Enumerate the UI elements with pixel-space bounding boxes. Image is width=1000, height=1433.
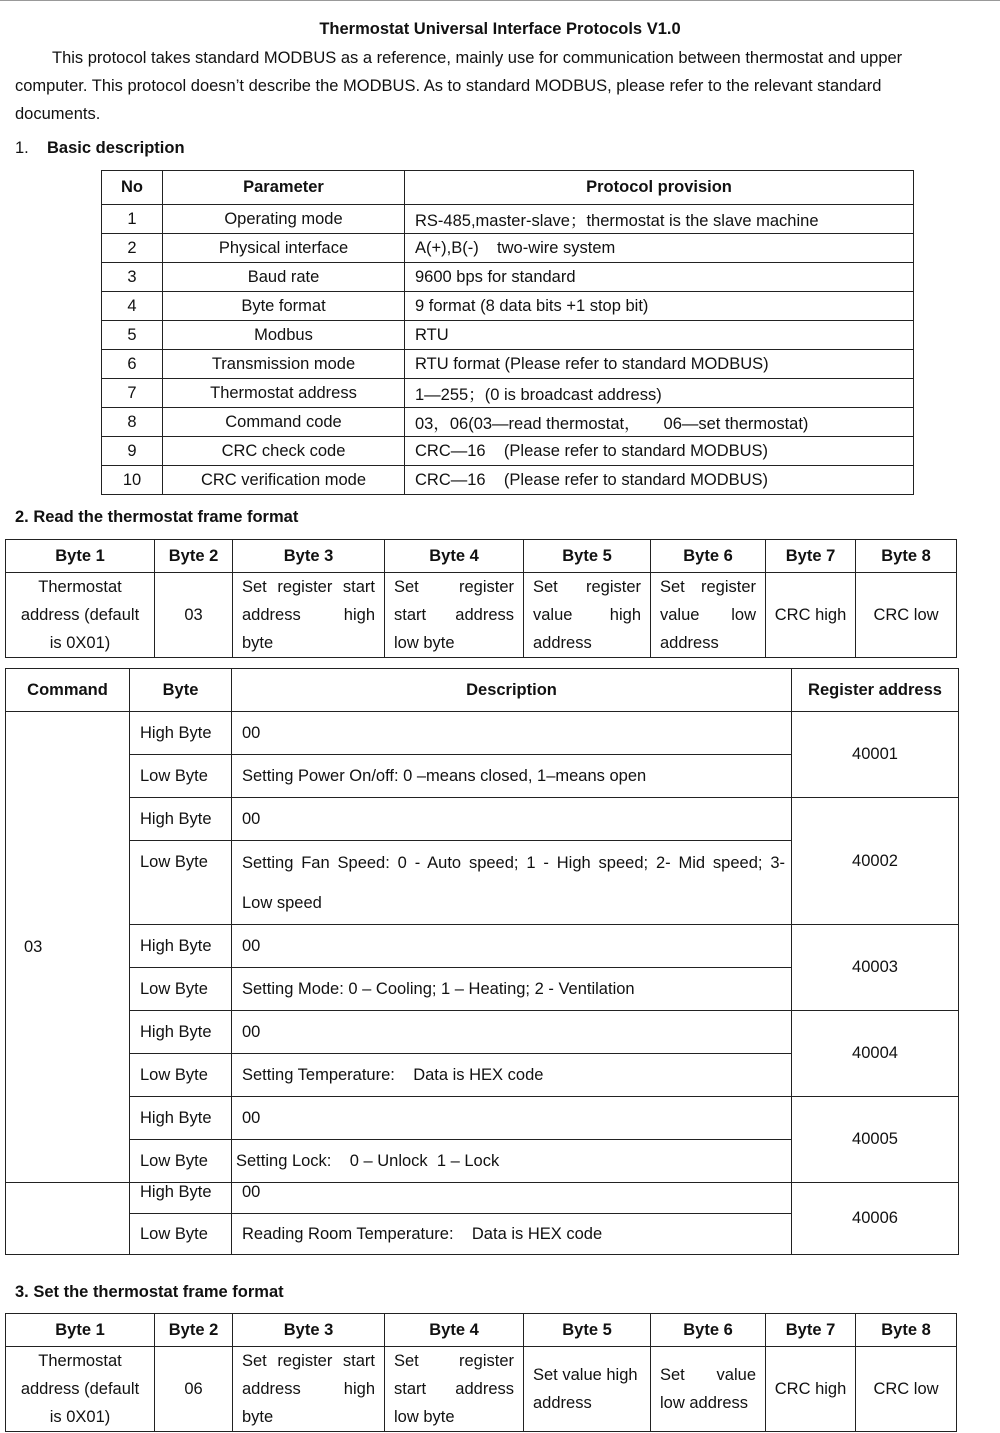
row-provision: RTU — [405, 321, 914, 350]
header-byte-5: Byte 5 — [524, 1314, 651, 1347]
header-byte-2: Byte 2 — [155, 1314, 233, 1347]
header-no: No — [102, 171, 163, 205]
byte-2-cell: 06 — [155, 1347, 233, 1432]
row-provision: 9600 bps for standard — [405, 263, 914, 292]
header-byte-6: Byte 6 — [651, 540, 766, 573]
byte-4-line: Set register — [394, 578, 514, 596]
row-no: 9 — [102, 437, 163, 466]
row-no: 5 — [102, 321, 163, 350]
intro-paragraph — [15, 44, 975, 128]
byte-7-cell: CRC high — [766, 573, 856, 658]
byte-8-cell: CRC low — [856, 573, 957, 658]
row-provision: RTU format (Please refer to standard MODBUS) — [405, 350, 914, 379]
byte-3-line: address high — [242, 606, 375, 624]
byte-1-line: address (default — [20, 606, 140, 624]
section-1-number: 1. — [15, 139, 29, 157]
row-provision: A(+),B(-) two-wire system — [405, 234, 914, 263]
description-cell: Setting Mode: 0 – Cooling; 1 – Heating; 2 - Ventilation — [232, 968, 792, 1011]
set-frame-table — [5, 1313, 957, 1432]
header-byte-1: Byte 1 — [6, 540, 155, 573]
row-provision: 03，06(03—read thermostat， 06—set thermostat) — [405, 408, 914, 437]
description-cell: 00 — [232, 1097, 792, 1140]
byte-2-cell: 03 — [155, 573, 233, 658]
description-line: Low speed — [242, 893, 322, 912]
row-no: 2 — [102, 234, 163, 263]
description-cell: 00 — [232, 1183, 792, 1214]
table-row — [102, 350, 914, 379]
register-address-cell: 40005 — [792, 1097, 959, 1183]
table-row — [102, 379, 914, 408]
table-row — [102, 263, 914, 292]
byte-3-line: byte — [242, 1408, 274, 1426]
intro-line-2: computer. This protocol doesn’t describe the MODBUS. As to standard MODBUS, please refer to the relevant standard — [15, 77, 882, 95]
header-byte-8: Byte 8 — [856, 540, 957, 573]
byte-1-line: Thermostat — [38, 1352, 122, 1370]
byte-4-line: low byte — [394, 634, 455, 652]
header-parameter: Parameter — [163, 171, 405, 205]
row-no: 6 — [102, 350, 163, 379]
byte-3-cell — [233, 1347, 385, 1432]
byte-6-line: address — [660, 634, 719, 652]
header-byte: Byte — [130, 669, 232, 712]
description-line: Setting Fan Speed: 0 - Auto speed; 1 - High speed; 2- Mid speed; 3- — [242, 853, 785, 872]
byte-4-line: start address — [394, 1380, 514, 1398]
section-2-heading: 2. Read the thermostat frame format — [15, 508, 299, 526]
byte-label: Low Byte — [130, 1054, 232, 1097]
table-header-row — [102, 171, 914, 205]
byte-1-line: is 0X01) — [49, 634, 111, 652]
byte-label: High Byte — [130, 1097, 232, 1140]
byte-6-line: value low — [660, 606, 756, 624]
description-cell: 00 — [232, 1011, 792, 1054]
byte-1-line: is 0X01) — [49, 1408, 111, 1426]
byte-label: Low Byte — [130, 1140, 232, 1183]
table-row — [6, 1097, 959, 1140]
row-no: 7 — [102, 379, 163, 408]
table-row — [6, 712, 959, 755]
byte-7-cell: CRC high — [766, 1347, 856, 1432]
byte-6-line: Set value — [660, 1366, 756, 1384]
byte-8-cell: CRC low — [856, 1347, 957, 1432]
byte-3-cell — [233, 573, 385, 658]
header-byte-3: Byte 3 — [233, 540, 385, 573]
header-byte-3: Byte 3 — [233, 1314, 385, 1347]
header-register-address: Register address — [792, 669, 959, 712]
row-provision: CRC—16 (Please refer to standard MODBUS) — [405, 437, 914, 466]
byte-label: High Byte — [130, 925, 232, 968]
row-no: 10 — [102, 466, 163, 495]
byte-4-line: start address — [394, 606, 514, 624]
register-address-cell: 40001 — [792, 712, 959, 798]
table-row — [6, 925, 959, 968]
byte-5-line: Set register — [533, 578, 641, 596]
description-cell — [232, 841, 792, 925]
row-parameter: Physical interface — [163, 234, 405, 263]
byte-3-line: address high — [242, 1380, 375, 1398]
row-provision: 9 format (8 data bits +1 stop bit) — [405, 292, 914, 321]
description-cell: Setting Power On/off: 0 –means closed, 1–means open — [232, 755, 792, 798]
table-row — [6, 1347, 957, 1432]
section-1-heading — [15, 139, 185, 158]
header-byte-4: Byte 4 — [385, 1314, 524, 1347]
row-parameter: CRC verification mode — [163, 466, 405, 495]
header-byte-8: Byte 8 — [856, 1314, 957, 1347]
description-cell: Reading Room Temperature: Data is HEX code — [232, 1214, 792, 1255]
row-parameter: Baud rate — [163, 263, 405, 292]
table-row — [102, 234, 914, 263]
byte-6-cell — [651, 573, 766, 658]
table-row — [6, 573, 957, 658]
table-header-row — [6, 669, 959, 712]
header-byte-7: Byte 7 — [766, 540, 856, 573]
intro-line-3: documents. — [15, 105, 101, 123]
register-address-cell: 40003 — [792, 925, 959, 1011]
description-cell: Setting Temperature: Data is HEX code — [232, 1054, 792, 1097]
intro-line-1: This protocol takes standard MODBUS as a reference, mainly use for communication between thermostat and upper — [52, 49, 903, 67]
byte-5-cell — [524, 1347, 651, 1432]
table-header-row — [6, 540, 957, 573]
description-cell: 00 — [232, 925, 792, 968]
register-address-cell: 40006 — [792, 1183, 959, 1255]
byte-3-line: Set register start — [242, 578, 375, 596]
byte-label: High Byte — [130, 1011, 232, 1054]
row-parameter: Operating mode — [163, 205, 405, 234]
byte-label: High Byte — [130, 798, 232, 841]
byte-5-cell — [524, 573, 651, 658]
header-command: Command — [6, 669, 130, 712]
document-title: Thermostat Universal Interface Protocols V1.0 — [319, 20, 681, 38]
byte-6-cell — [651, 1347, 766, 1432]
row-no: 1 — [102, 205, 163, 234]
byte-5-line: Set value high — [533, 1366, 638, 1384]
header-byte-1: Byte 1 — [6, 1314, 155, 1347]
description-cell: 00 — [232, 798, 792, 841]
byte-4-cell — [385, 1347, 524, 1432]
header-protocol-provision: Protocol provision — [405, 171, 914, 205]
byte-label: Low Byte — [130, 755, 232, 798]
byte-5-line: value high — [533, 606, 641, 624]
section-1-title: Basic description — [47, 139, 185, 157]
row-parameter: Transmission mode — [163, 350, 405, 379]
header-byte-5: Byte 5 — [524, 540, 651, 573]
row-no: 4 — [102, 292, 163, 321]
row-parameter: Thermostat address — [163, 379, 405, 408]
table-row — [102, 408, 914, 437]
row-parameter: Modbus — [163, 321, 405, 350]
read-frame-table — [5, 539, 957, 658]
byte-3-line: Set register start — [242, 1352, 375, 1370]
description-cell: 00 — [232, 712, 792, 755]
top-rule — [0, 0, 1000, 1]
table-header-row — [6, 1314, 957, 1347]
byte-1-line: address (default — [20, 1380, 140, 1398]
row-parameter: Command code — [163, 408, 405, 437]
byte-4-line: low byte — [394, 1408, 455, 1426]
byte-4-cell — [385, 573, 524, 658]
header-byte-7: Byte 7 — [766, 1314, 856, 1347]
table-row — [6, 1183, 959, 1214]
byte-1-cell — [6, 1347, 155, 1432]
byte-4-line: Set register — [394, 1352, 514, 1370]
basic-description-table — [101, 170, 914, 495]
byte-1-line: Thermostat — [38, 578, 122, 596]
row-provision: CRC—16 (Please refer to standard MODBUS) — [405, 466, 914, 495]
byte-6-line: Set register — [660, 578, 756, 596]
command-register-table — [5, 668, 959, 1255]
row-provision: 1—255；(0 is broadcast address) — [405, 379, 914, 408]
byte-1-cell — [6, 573, 155, 658]
description-cell: Setting Lock: 0 – Unlock 1 – Lock — [232, 1140, 792, 1183]
table-row — [102, 205, 914, 234]
table-row — [102, 292, 914, 321]
header-description: Description — [232, 669, 792, 712]
row-parameter: CRC check code — [163, 437, 405, 466]
table-row — [6, 798, 959, 841]
command-cell-empty — [6, 1183, 130, 1255]
table-row — [102, 321, 914, 350]
byte-label: Low Byte — [130, 841, 232, 925]
row-provision: RS-485,master-slave；thermostat is the slave machine — [405, 205, 914, 234]
row-no: 8 — [102, 408, 163, 437]
command-cell: 03 — [6, 712, 130, 1183]
header-byte-6: Byte 6 — [651, 1314, 766, 1347]
table-row — [6, 1011, 959, 1054]
byte-label: Low Byte — [130, 968, 232, 1011]
table-row — [102, 466, 914, 495]
byte-5-line: address — [533, 634, 592, 652]
register-address-cell: 40002 — [792, 798, 959, 925]
table-row — [102, 437, 914, 466]
byte-3-line: byte — [242, 634, 274, 652]
register-address-cell: 40004 — [792, 1011, 959, 1097]
section-3-heading: 3. Set the thermostat frame format — [15, 1283, 284, 1301]
byte-5-line: address — [533, 1394, 592, 1412]
byte-label: High Byte — [130, 1183, 232, 1214]
byte-6-line: low address — [660, 1394, 749, 1412]
row-no: 3 — [102, 263, 163, 292]
header-byte-2: Byte 2 — [155, 540, 233, 573]
byte-label: Low Byte — [130, 1214, 232, 1255]
byte-label: High Byte — [130, 712, 232, 755]
row-parameter: Byte format — [163, 292, 405, 321]
header-byte-4: Byte 4 — [385, 540, 524, 573]
